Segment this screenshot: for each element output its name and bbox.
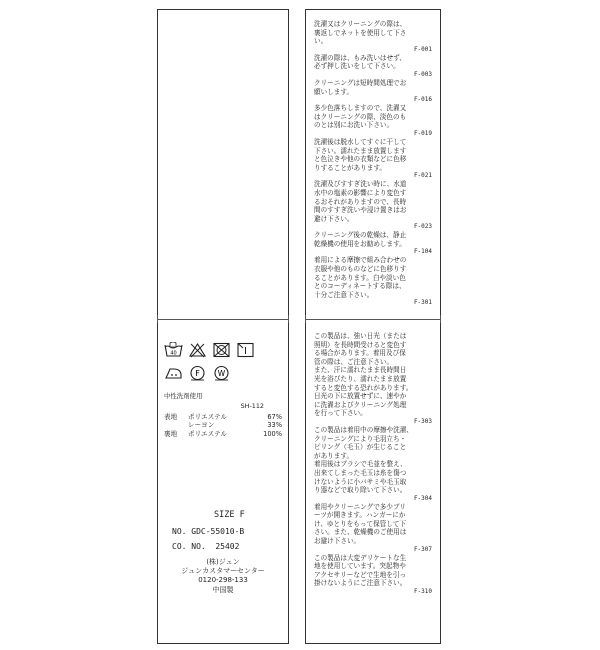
instruction-text: 洗濯後は脱水してすぐに干して 下さい。濡れたまま放置します と色泣きや他の衣類などに色移 りすることがあります。: [314, 137, 407, 172]
country-of-origin: 中国製: [212, 585, 234, 594]
no-bleach-icon: [188, 341, 207, 358]
color-number: CO. NO. 25402: [172, 542, 240, 551]
instruction-code: F-023: [413, 223, 432, 231]
dry-clean-f-icon: [188, 364, 207, 381]
instruction-code: F-021: [413, 172, 432, 180]
composition-percent: 100%: [263, 429, 282, 438]
composition-material: ポリエステル: [188, 429, 227, 438]
instruction-code: F-307: [413, 545, 432, 553]
composition-percent: 67%: [267, 413, 282, 421]
wet-clean-w-icon: [212, 364, 231, 381]
composition-table: [164, 413, 282, 438]
fold-tick: [305, 315, 306, 323]
care-label-right: [305, 9, 441, 644]
instruction-text: 洗濯又はクリーニングの際は、 裏返しでネットを使用して下さ い。: [314, 20, 407, 46]
instruction-text: クリーニング後の乾燥は、静止 乾燥機の使用をお勧めします。: [314, 231, 407, 248]
svg-text:40: 40: [170, 350, 177, 356]
instruction-text: この製品は着用中の摩擦や洗濯、 クリーニングにより毛羽立ち・ ピリング（毛玉）が生じること があります。 着用後はブラシで毛並を整え、 出来てしまった毛玉は糸を傷つ けないように小バサミや毛玉取 り器などで取り除いて下さい。: [314, 425, 413, 495]
instruction-code: F-003: [413, 70, 432, 78]
care-label-left: [157, 9, 289, 644]
instruction-code: F-310: [413, 588, 432, 596]
care-instructions-top: [314, 20, 432, 307]
svg-text:F: F: [195, 368, 200, 378]
composition-row: [164, 421, 282, 429]
care-symbols: [164, 341, 284, 387]
instruction-text: 洗濯及びすすぎ洗い時に、水道 水中の塩素の影響により変色す るおそれがありますので、長時 間のすすぎ洗いや浸け置きはお 避け下さい。: [314, 180, 407, 223]
instruction-code: F-303: [413, 417, 432, 425]
composition-material: レーヨン: [188, 421, 215, 430]
instruction-text: この製品は大変デリケートな生 地を使用しています。突起物や アクセサリーなどで生地を引っ 掛けないようにご注意下さい。: [314, 553, 407, 588]
instruction-text: 着用による摩擦で組み合わせの 衣服や他のものなどに色移りす ることがあります。白や淡い色 とのコーディネートする際は、 十分ご注意下さい。: [314, 256, 407, 299]
instruction-text: 多少色落ちしますので、洗濯又 はクリーニングの際、淡色のも のとは別にお洗い下さい。: [314, 104, 407, 130]
company-name: (株)ジュン: [206, 558, 240, 566]
instruction-text: この製品は、強い日光（または 照明）を長時間受けると変色す る場合があります。着用及び保 管の際は、ご注意下さい。 また、汗に濡れたまま長時間日 光を浴びたり、濡れたまま放置 すると変色する恐れがあります。 日光の下に放置せずに、速やか に洗濯およびクリーニング処理 を行って下さい。: [314, 332, 413, 418]
iron-medium-icon: [164, 364, 183, 381]
care-instructions-bottom: [314, 332, 432, 596]
product-codes: [172, 524, 244, 554]
instruction-code: F-001: [413, 45, 432, 53]
fold-tick: [440, 315, 441, 323]
wash-hand-40-icon: [164, 341, 183, 358]
factory-code: SH-112: [240, 402, 264, 410]
instruction-text: クリーニングは短時間処理でお 願いします。: [314, 78, 407, 96]
no-tumble-dry-icon: [212, 341, 231, 358]
composition-row: [164, 430, 282, 438]
composition-row: [164, 413, 282, 421]
instruction-code: F-019: [413, 129, 432, 137]
line-dry-shade-icon: [236, 341, 255, 358]
fold-tick: [157, 315, 158, 323]
fold-tick: [288, 315, 289, 323]
svg-text:W: W: [217, 368, 226, 378]
composition-percent: 33%: [267, 421, 282, 430]
instruction-code: F-104: [413, 248, 432, 256]
composition-material: ポリエステル: [188, 413, 227, 421]
instruction-text: 着用やクリーニングで多少ブリ ーツが開きます。ハンガーにか け、ゆとりをもって保管して下 さい。また、乾燥機のご使用は お避け下さい。: [314, 502, 407, 546]
composition-part: 裏地: [164, 429, 178, 438]
instruction-text: 洗濯の際は、もみ洗いはせず、 必ず押し洗いをして下さい。: [314, 53, 406, 71]
label-fold-line: [306, 319, 440, 320]
customer-center: ジュンカスタマーセンター: [181, 567, 265, 576]
detergent-note: 中性洗剤使用: [164, 392, 203, 400]
instruction-code: F-304: [413, 494, 432, 502]
instruction-code: F-301: [413, 299, 432, 307]
instruction-code: F-016: [413, 96, 432, 104]
composition-part: 表地: [164, 413, 178, 421]
composition-part: [164, 421, 188, 429]
company-info: [158, 558, 288, 595]
model-number: NO. GDC-55010-B: [172, 527, 245, 536]
phone-number: 0120-298-133: [198, 576, 248, 585]
label-fold-line: [158, 319, 288, 320]
size-text: SIZE F: [214, 510, 245, 520]
